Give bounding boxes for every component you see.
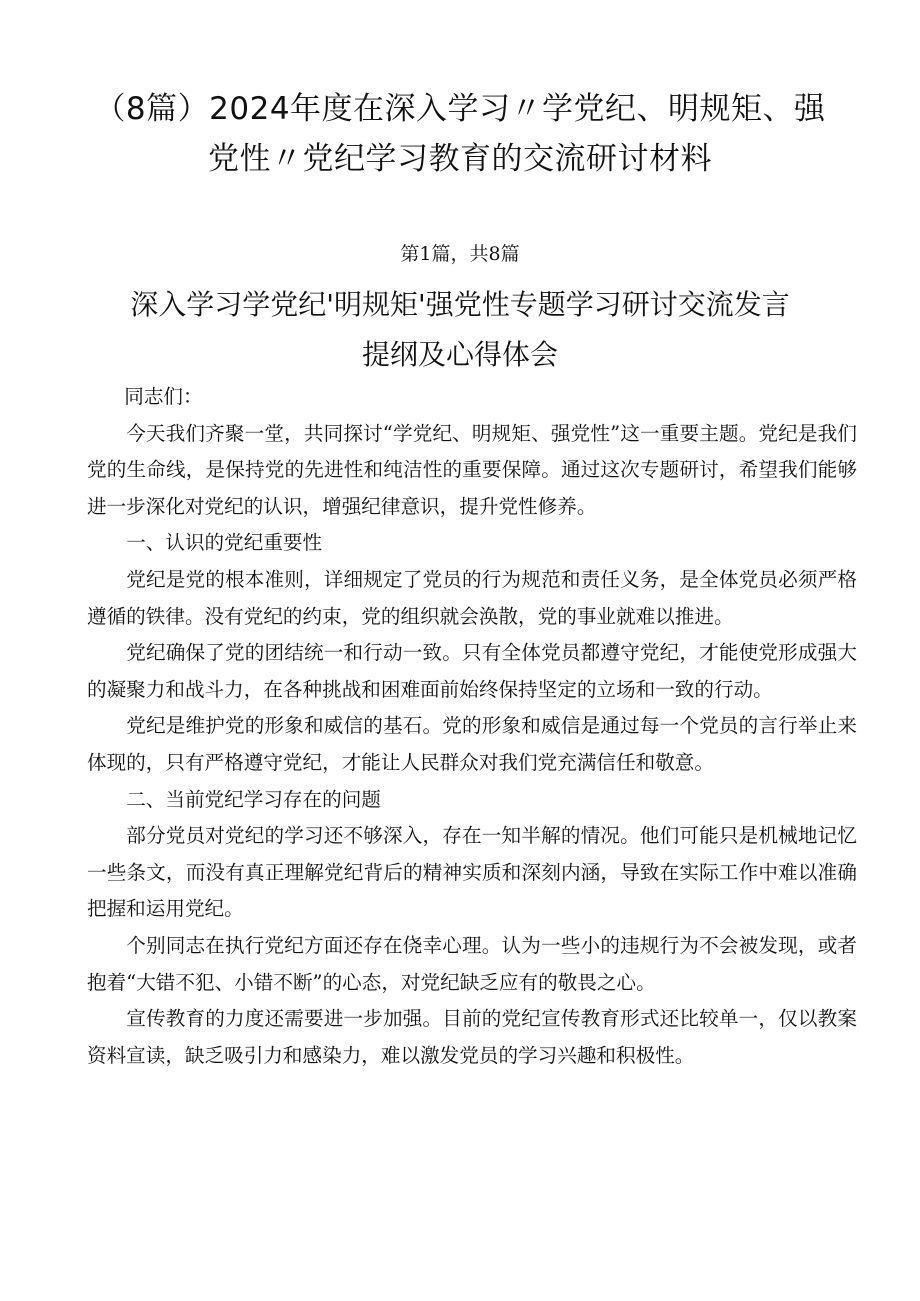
part-label: 第1篇，共8篇: [400, 243, 520, 265]
greeting: 同志们：: [124, 385, 203, 408]
paragraph: 宣传教育的力度还需要进一步加强。目前的党纪宣传教育形式还比较单一，仅以教案资料宣读，缺乏吸引力和感染力，难以激发党员的学习兴趣和积极性。: [87, 1007, 857, 1067]
paragraph: 党纪是党的根本准则，详细规定了党员的行为规范和责任义务，是全体党员必须严格遵循的铁律。没有党纪的约束，党的组织就会涣散，党的事业就难以推进。: [87, 567, 857, 628]
paragraph: 部分党员对党纪的学习还不够深入，存在一知半解的情况。他们可能只是机械地记忆一些条文，而没有真正理解党纪背后的精神实质和深刻内涵，导致在实际工作中难以准确把握和运用党纪。: [87, 824, 857, 921]
section-heading-2: 二、当前党纪学习存在的问题: [126, 787, 381, 811]
paragraph: 个别同志在执行党纪方面还存在侥幸心理。认为一些小的违规行为不会被发现，或者抱着“大错不犯、小错不断”的心态，对党纪缺乏应有的敬畏之心。: [87, 933, 857, 994]
article-title: 深入学习学党纪'明规矩'强党性专题学习研讨交流发言提纲及心得体会: [130, 288, 790, 371]
section-heading-1: 一、认识的党纪重要性: [126, 531, 323, 555]
intro-paragraph: 今天我们齐聚一堂，共同探讨“学党纪、明规矩、强党性”这一重要主题。党纪是我们党的生命线，是保持党的先进性和纯洁性的重要保障。通过这次专题研讨，希望我们能够进一步深化对党纪的认识，增强纪律意识，提升党性修养。: [87, 421, 857, 518]
article-body: [87, 379, 857, 1074]
main-title: （8篇）2024年度在深入学习〃学党纪、明规矩、强党性〃党纪学习教育的交流研讨材料: [94, 91, 826, 177]
paragraph: 党纪确保了党的团结统一和行动一致。只有全体党员都遵守党纪，才能使党形成强大的凝聚力和战斗力，在各种挑战和困难面前始终保持坚定的立场和一致的行动。: [87, 641, 857, 701]
paragraph: 党纪是维护党的形象和威信的基石。党的形象和威信是通过每一个党员的言行举止来体现的，只有严格遵守党纪，才能让人民群众对我们党充满信任和敬意。: [87, 714, 857, 774]
